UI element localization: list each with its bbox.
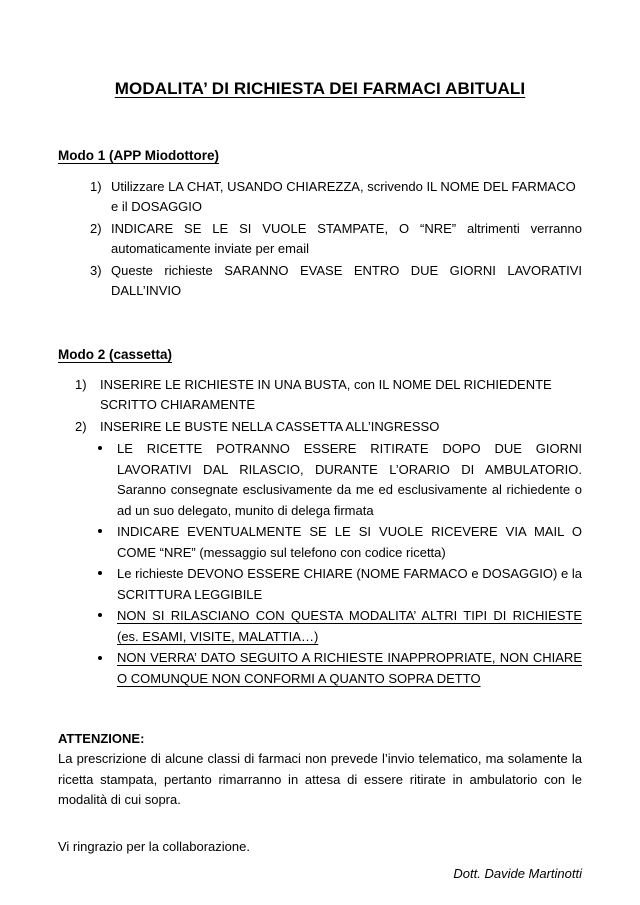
list-item [98, 439, 582, 521]
section-heading-modo2 [0, 302, 640, 365]
signature: Dott. Davide Martinotti [453, 866, 582, 882]
bullet-icon [98, 439, 117, 460]
list-item-text: Le richieste DEVONO ESSERE CHIARE (NOME FARMACO e DOSAGGIO) e la SCRITTURA LEGGIBILE [117, 566, 582, 602]
list-item-text: INSERIRE LE RICHIESTE IN UNA BUSTA, con IL NOME DEL RICHIEDENTE SCRITTO CHIARAMENTE [100, 376, 552, 413]
list-item [75, 375, 582, 416]
list-marker: 1) [90, 178, 102, 194]
list-item-text: Utilizzare LA CHAT, USANDO CHIAREZZA, scrivendo IL NOME DEL FARMACO e il DOSAGGIO [111, 178, 576, 215]
list-item [98, 648, 582, 689]
closing-line: Vi ringrazio per la collaborazione. [58, 838, 250, 854]
list-item [98, 564, 582, 605]
list-item-text: INSERIRE LE BUSTE NELLA CASSETTA ALL’INGRESSO [100, 418, 440, 434]
list-item [90, 219, 582, 260]
list-item-text: Queste richieste SARANNO EVASE ENTRO DUE GIORNI LAVORATIVI DALL’INVIO [111, 262, 582, 299]
list-item [90, 177, 582, 218]
list-item-text: LE RICETTE POTRANNO ESSERE RITIRATE DOPO DUE GIORNI LAVORATIVI DAL RILASCIO, DURANTE L’ORARIO DI AMBULATORIO. Saranno consegnate esclusivamente da me ed esclusivamente al richiedente o ad un suo delegato, munito di delega firmata [117, 441, 582, 518]
list-marker: 2) [75, 418, 87, 434]
modo2-list [0, 365, 640, 438]
list-item [98, 606, 582, 647]
page-title [0, 0, 640, 99]
bullet-icon [98, 522, 117, 543]
bullet-icon [98, 606, 117, 627]
section-heading-modo1 [0, 99, 640, 166]
modo1-list [0, 166, 640, 302]
attention-label: ATTENZIONE: [58, 730, 145, 746]
bullet-icon [98, 648, 117, 669]
list-item-text: INDICARE SE LE SI VUOLE STAMPATE, O “NRE” altrimenti verranno automaticamente inviate per email [111, 220, 582, 257]
section-heading-modo1-text: Modo 1 (APP Miodottore) [58, 148, 219, 164]
list-item [75, 417, 582, 438]
list-item-text: NON VERRA’ DATO SEGUITO A RICHIESTE INAPPROPRIATE, NON CHIARE O COMUNQUE NON CONFORMI A QUANTO SOPRA DETTO [117, 650, 582, 686]
list-item-text: INDICARE EVENTUALMENTE SE LE SI VUOLE RICEVERE VIA MAIL O COME “NRE” (messaggio sul telefono con codice ricetta) [117, 524, 582, 560]
list-item-text: NON SI RILASCIANO CON QUESTA MODALITA’ ALTRI TIPI DI RICHIESTE (es. ESAMI, VISITE, MALATTIA…) [117, 608, 582, 644]
list-marker: 3) [90, 262, 102, 278]
modo2-bullet-list [0, 437, 640, 689]
page-title-text: MODALITA’ DI RICHIESTA DEI FARMACI ABITUALI [114, 79, 526, 98]
bullet-icon [98, 564, 117, 585]
list-marker: 1) [75, 376, 87, 392]
attention-block [0, 690, 640, 811]
list-item [98, 522, 582, 563]
list-item [90, 261, 582, 302]
attention-body: La prescrizione di alcune classi di farmaci non prevede l’invio telematico, ma solamente la ricetta stampata, pertanto rimarranno in attesa di essere ritirate in ambulatorio con le modalità di cui sopra. [58, 751, 582, 808]
list-marker: 2) [90, 220, 102, 236]
section-heading-modo2-text: Modo 2 (cassetta) [58, 347, 173, 362]
